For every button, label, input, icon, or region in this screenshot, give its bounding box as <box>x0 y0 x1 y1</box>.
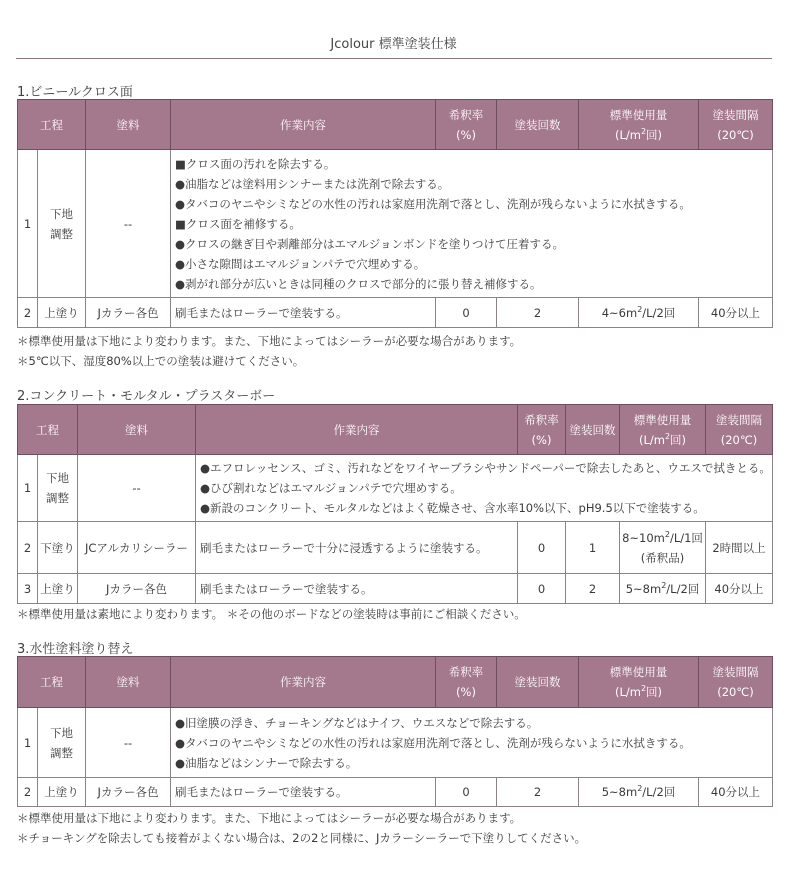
row-interval: 40分以上 <box>699 298 773 328</box>
row-number: 2 <box>18 298 38 328</box>
header-work: 作業内容 <box>171 657 436 708</box>
row-work: 刷毛またはローラーで塗装する。 <box>171 298 436 328</box>
header-process: 工程 <box>18 405 78 455</box>
row-number: 2 <box>18 522 38 574</box>
section-3-note: ＊標準使用量は下地により変わります。また、下地によってはシーラーが必要な場合があります。 <box>17 811 522 825</box>
header-usage-unit-c: 回) <box>670 432 687 447</box>
usage-sup: 2 <box>664 529 670 539</box>
usage-value: 5~8m <box>601 785 638 799</box>
table-header-row <box>18 405 773 455</box>
spec-table-3 <box>17 656 773 807</box>
header-usage <box>579 100 699 150</box>
work-line: ●剥がれ部分が広いときは同種のクロスで部分的に張り替え補修する。 <box>175 276 542 291</box>
section-1-note: ＊5℃以下、湿度80%以上での塗装は避けてください。 <box>17 354 305 368</box>
usage-line <box>622 528 703 548</box>
row-number: 1 <box>18 708 38 778</box>
work-line: ●旧塗膜の浮き、チョーキングなどはナイフ、ウエスなどで除去する。 <box>175 715 539 730</box>
row-paint: Jカラー各色 <box>86 778 171 807</box>
header-usage-unit <box>579 125 698 145</box>
row-dilution: 0 <box>518 522 566 574</box>
table-header-row <box>18 100 773 150</box>
header-dilution <box>436 100 497 150</box>
usage-sup: 2 <box>637 784 643 794</box>
header-interval-unit: (20℃) <box>717 685 754 699</box>
header-interval-unit: (20℃) <box>717 127 754 142</box>
header-coats: 塗装回数 <box>566 405 620 455</box>
row-usage <box>620 574 706 604</box>
row-work <box>171 708 773 778</box>
row-interval: 40分以上 <box>699 778 773 807</box>
row-coats: 2 <box>497 778 579 807</box>
row-coats: 1 <box>566 522 620 574</box>
work-line: ●油脂などはシンナーで除去する。 <box>175 755 358 770</box>
table-row <box>18 455 773 522</box>
header-interval <box>706 405 773 455</box>
row-usage <box>579 298 699 328</box>
row-paint: -- <box>86 708 171 778</box>
header-process: 工程 <box>18 100 86 150</box>
table-row <box>18 298 773 328</box>
row-process <box>38 708 86 778</box>
row-paint: -- <box>78 455 196 522</box>
row-number: 2 <box>18 778 38 807</box>
header-dilution <box>518 405 566 455</box>
work-line: ■クロス面の汚れを除去する。 <box>175 156 336 171</box>
header-process: 工程 <box>18 657 86 708</box>
table-row <box>18 150 773 298</box>
header-coats: 塗装回数 <box>497 657 579 708</box>
table-row <box>18 574 773 604</box>
usage-unit: /L/2回 <box>642 785 676 799</box>
header-paint: 塗料 <box>78 405 196 455</box>
row-process: 上塗り <box>38 298 86 328</box>
work-line: ●ひび割れなどはエマルジョンパテで穴埋めする。 <box>200 481 462 495</box>
row-process: 下塗り <box>38 522 78 574</box>
header-usage <box>620 405 706 455</box>
row-dilution: 0 <box>436 778 497 807</box>
row-work: 刷毛またはローラーで塗装する。 <box>196 574 518 604</box>
usage-note: (希釈品) <box>640 550 685 565</box>
section-3-note: ＊チョーキングを除去しても接着がよくない場合は、2の2と同様に、Jカラーシーラーで下塗りしてください。 <box>17 831 587 845</box>
row-process: 上塗り <box>38 574 78 604</box>
row-paint: Jカラー各色 <box>86 298 171 328</box>
header-interval-label: 塗装間隔 <box>716 412 762 427</box>
usage-sup: 2 <box>661 580 667 590</box>
header-usage-unit-a: (L/m <box>638 432 665 447</box>
header-work: 作業内容 <box>196 405 518 455</box>
usage-value: 4~6m <box>601 305 638 320</box>
usage-value: 8~10m <box>622 530 665 545</box>
usage-value: 5~8m <box>625 581 662 596</box>
header-usage-unit-c: 回) <box>646 127 663 142</box>
process-line-2: 調整 <box>50 745 73 760</box>
header-usage <box>579 657 699 708</box>
header-dilution-unit: (%) <box>456 685 476 699</box>
page-title: Jcolour 標準塗装仕様 <box>330 37 457 52</box>
header-usage-unit-sup: 2 <box>640 126 647 136</box>
header-usage-unit <box>620 430 705 450</box>
header-usage-unit-sup: 2 <box>664 431 671 441</box>
header-interval <box>699 657 773 708</box>
section-2-heading: 2.コンクリート・モルタル・プラスターボー <box>17 389 276 404</box>
table-row <box>18 522 773 574</box>
header-usage-unit <box>579 682 698 702</box>
row-interval: 40分以上 <box>706 574 773 604</box>
header-dilution-label: 希釈率 <box>448 665 484 679</box>
row-work: 刷毛またはローラーで塗装する。 <box>171 778 436 807</box>
table-header-row <box>18 657 773 708</box>
header-interval <box>699 100 773 150</box>
header-interval-label: 塗装間隔 <box>712 107 759 122</box>
row-work <box>196 455 773 522</box>
table-row <box>18 708 773 778</box>
header-usage-label: 標準使用量 <box>609 665 668 679</box>
work-line: ■クロス面を補修する。 <box>175 216 301 231</box>
section-1-note: ＊標準使用量は下地により変わります。また、下地によってはシーラーが必要な場合があります。 <box>17 334 522 348</box>
usage-unit: /L/1回 <box>669 530 703 545</box>
header-work: 作業内容 <box>171 100 436 150</box>
row-paint: -- <box>86 150 171 298</box>
row-process: 上塗り <box>38 778 86 807</box>
work-line: ●新設のコンクリート、モルタルなどはよく乾燥させ、含水率10%以下、pH9.5以下で塗装する。 <box>200 501 705 515</box>
row-interval: 2時間以上 <box>706 522 773 574</box>
row-process <box>38 150 86 298</box>
usage-unit: /L/2回 <box>666 581 700 596</box>
title-divider <box>16 58 772 59</box>
row-coats: 2 <box>497 298 579 328</box>
header-usage-unit-a: (L/m <box>614 127 641 142</box>
work-line: ●タバコのヤニやシミなどの水性の汚れは家庭用洗剤で落とし、洗剤が残らないように水拭きする。 <box>175 196 691 211</box>
header-usage-unit-a: (L/m <box>614 685 641 699</box>
header-paint: 塗料 <box>86 657 171 708</box>
spec-table-1 <box>17 99 773 328</box>
header-dilution-unit: (%) <box>531 432 552 447</box>
row-work: 刷毛またはローラーで十分に浸透するように塗装する。 <box>196 522 518 574</box>
work-line: ●小さな隙間はエマルジョンパテで穴埋めする。 <box>175 256 426 271</box>
row-usage <box>620 522 706 574</box>
header-coats: 塗装回数 <box>497 100 579 150</box>
header-interval-label: 塗装間隔 <box>712 665 759 679</box>
header-usage-unit-c: 回) <box>646 685 663 699</box>
row-paint: JCアルカリシーラー <box>78 522 196 574</box>
row-dilution: 0 <box>518 574 566 604</box>
row-coats: 2 <box>566 574 620 604</box>
header-dilution-label: 希釈率 <box>524 412 559 427</box>
section-3-heading: 3.水性塗料塗り替え <box>17 642 134 657</box>
header-interval-unit: (20℃) <box>720 432 758 447</box>
header-usage-label: 標準使用量 <box>609 107 668 122</box>
spec-table-2 <box>17 404 773 604</box>
work-line: ●エフロレッセンス、ゴミ、汚れなどをワイヤーブラシやサンドペーパーで除去したあと、ウエスで拭きとる。 <box>200 461 771 475</box>
row-paint: Jカラー各色 <box>78 574 196 604</box>
header-dilution-label: 希釈率 <box>448 107 484 122</box>
process-line-2: 調整 <box>50 226 73 241</box>
usage-sup: 2 <box>637 304 643 314</box>
header-usage-unit-sup: 2 <box>640 684 647 694</box>
work-line: ●クロスの継ぎ目や剥離部分はエマルジョンボンドを塗りつけて圧着する。 <box>175 236 565 251</box>
header-dilution <box>436 657 497 708</box>
usage-unit: /L/2回 <box>642 305 676 320</box>
section-1-heading: 1.ビニールクロス面 <box>17 85 133 100</box>
row-process <box>38 455 78 522</box>
row-dilution: 0 <box>436 298 497 328</box>
row-work <box>171 150 773 298</box>
row-usage <box>579 778 699 807</box>
table-row <box>18 778 773 807</box>
work-line: ●タバコのヤニやシミなどの水性の汚れは家庭用洗剤で落とし、洗剤が残らないように水拭きする。 <box>175 735 691 750</box>
row-number: 3 <box>18 574 38 604</box>
header-dilution-unit: (%) <box>456 127 476 142</box>
work-line: ●油脂などは塗料用シンナーまたは洗剤で除去する。 <box>175 176 450 191</box>
header-usage-label: 標準使用量 <box>633 412 692 427</box>
header-paint: 塗料 <box>86 100 171 150</box>
row-number: 1 <box>18 150 38 298</box>
process-line-2: 調整 <box>46 491 69 505</box>
process-line-1: 下地 <box>50 206 73 221</box>
process-line-1: 下地 <box>46 471 69 485</box>
section-2-note: ＊標準使用量は素地により変わります。 ＊その他のボードなどの塗装時は事前にご相談ください。 <box>17 607 526 621</box>
process-line-1: 下地 <box>50 725 73 740</box>
row-number: 1 <box>18 455 38 522</box>
